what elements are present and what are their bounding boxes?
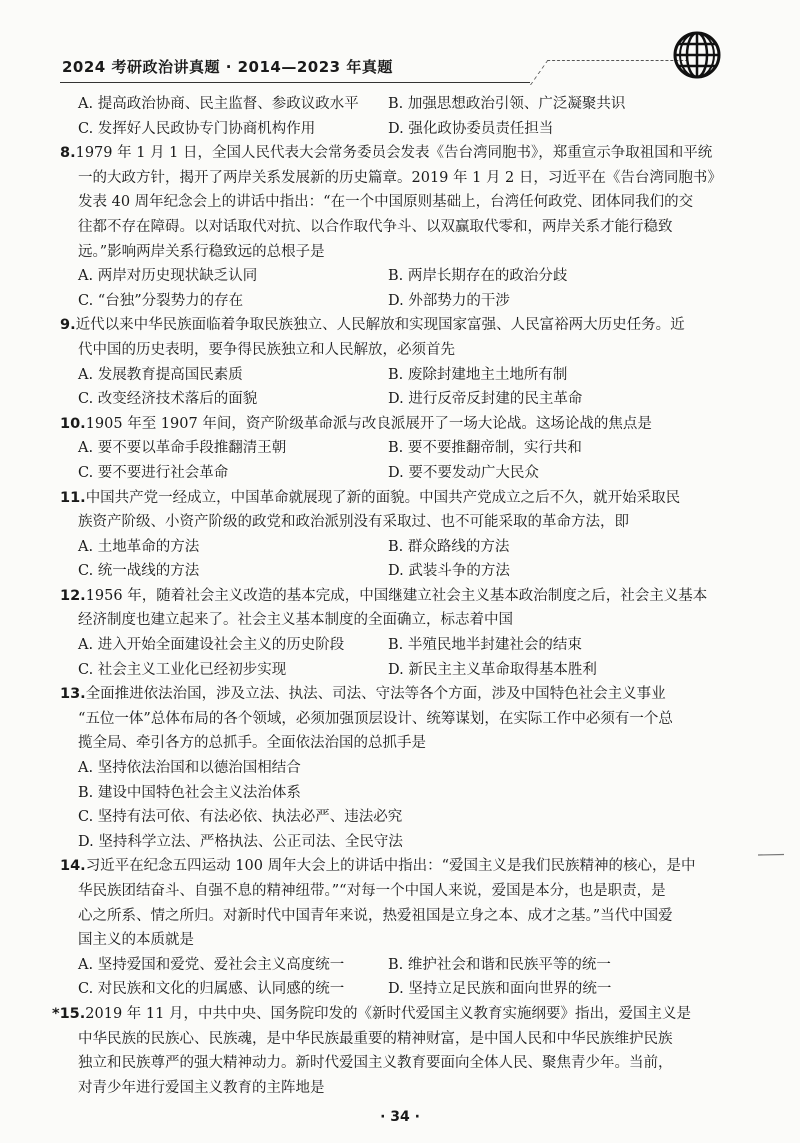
- option-row: [60, 289, 730, 314]
- option-d: D. 要不要发动广大民众: [388, 464, 539, 481]
- question-number: 13.: [60, 686, 86, 703]
- option-b: B. 维护社会和谐和民族平等的统一: [388, 956, 611, 973]
- option-row: [60, 264, 730, 289]
- option-row: [60, 633, 730, 658]
- question-15-line: [52, 1002, 730, 1027]
- option-c: C. 发挥好人民政协专门协商机构作用: [78, 120, 316, 137]
- option-c: C. 统一战线的方法: [78, 563, 200, 580]
- question-text: 往都不存在障碍。以对话取代对抗、以合作取代争斗、以双赢取代零和，两岸关系才能行稳致: [78, 218, 673, 235]
- question-text: 独立和民族尊严的强大精神动力。新时代爱国主义教育要面向全体人民、聚焦青少年。当前，: [78, 1055, 673, 1072]
- option-b: B. 废除封建地主土地所有制: [388, 366, 568, 383]
- option-row: [60, 387, 730, 412]
- option-row: [60, 363, 730, 388]
- question-text: 1956 年，随着社会主义改造的基本完成，中国继建立社会主义基本政治制度之后，社会主义基本: [85, 587, 708, 604]
- option-row: [60, 977, 730, 1002]
- header-rule: [60, 82, 530, 83]
- option-row: [60, 117, 730, 142]
- question-text: 远。”影响两岸关系行稳致远的总根子是: [78, 243, 325, 260]
- question-13-line: [60, 682, 730, 707]
- question-text: 华民族团结奋斗、自强不息的精神纽带。”“对每一个中国人来说，爱国是本分，也是职责，是: [78, 883, 666, 899]
- question-number: 14.: [60, 858, 86, 875]
- option-row: [60, 559, 730, 584]
- question-text: 习近平在纪念五四运动 100 周年大会上的讲话中指出：“爱国主义是我们民族精神的核心，是中: [85, 858, 696, 875]
- margin-scribble: [758, 853, 784, 857]
- option-d: D. 进行反帝反封建的民主革命: [388, 391, 583, 408]
- question-text: 经济制度也建立起来了。社会主义基本制度的全面确立，标志着中国: [78, 612, 513, 629]
- option-b: B. 加强思想政治引领、广泛凝聚共识: [388, 96, 626, 112]
- globe-icon: [672, 30, 722, 80]
- option-b: B. 建设中国特色社会主义法治体系: [78, 784, 301, 801]
- question-number: 8.: [60, 145, 76, 162]
- question-number: *15.: [52, 1005, 86, 1022]
- question-text: 发表 40 周年纪念会上的讲话中指出：“在一个中国原则基础上，台湾任何政党、团体同我们的交: [78, 194, 694, 211]
- page-number: · 34 ·: [380, 1109, 420, 1125]
- question-text: 对青少年进行爱国主义教育的主阵地是: [78, 1079, 325, 1096]
- option-d: D. 新民主主义革命取得基本胜利: [388, 661, 597, 678]
- header-dashed-ornament: [530, 60, 689, 85]
- question-12-line: [60, 584, 730, 609]
- option-row: [60, 436, 730, 461]
- option-d: D. 坚持科学立法、严格执法、公正司法、全民守法: [78, 833, 403, 850]
- question-text: 1979 年 1 月 1 日，全国人民代表大会常务委员会发表《告台湾同胞书》，郑重宣示争取祖国和平统: [75, 145, 713, 162]
- option-a: A. 发展教育提高国民素质: [78, 366, 243, 383]
- question-9-line: [60, 313, 730, 338]
- option-c: C. 改变经济技术落后的面貌: [78, 391, 258, 408]
- question-text: 中华民族的民族心、民族魂，是中华民族最重要的精神财富，是中国人民和中华民族维护民族: [78, 1030, 673, 1047]
- option-a: A. 坚持依法治国和以德治国相结合: [78, 760, 301, 777]
- option-d: D. 强化政协委员责任担当: [388, 120, 554, 137]
- question-text: 一的大政方针，揭开了两岸关系发展新的历史篇章。2019 年 1 月 2 日，习近平在《告台湾同胞书》: [78, 169, 722, 186]
- option-d: D. 坚持立足民族和面向世界的统一: [388, 981, 612, 998]
- option-c: C. 对民族和文化的归属感、认同感的统一: [78, 981, 345, 998]
- question-8-line: [60, 141, 730, 166]
- question-text: 心之所系、情之所归。对新时代中国青年来说，热爱祖国是立身之本、成才之基。”当代中国爱: [78, 907, 673, 924]
- option-a: A. 进入开始全面建设社会主义的历史阶段: [78, 637, 345, 654]
- question-text: “五位一体”总体布局的各个领域，必须加强顶层设计、统筹谋划，在实际工作中必须有一个总: [78, 710, 673, 727]
- question-number: 11.: [60, 489, 86, 506]
- question-text: 近代以来中华民族面临着争取民族独立、人民解放和实现国家富强、人民富裕两大历史任务。近: [75, 317, 685, 334]
- question-number: 12.: [60, 587, 86, 604]
- question-text: 国主义的本质就是: [78, 932, 194, 949]
- option-c: C. 社会主义工业化已经初步实现: [78, 661, 287, 678]
- question-text: 1905 年至 1907 年间，资产阶级革命派与改良派展开了一场大论战。这场论战的焦点是: [85, 415, 652, 432]
- question-11-line: [60, 486, 730, 511]
- question-10-line: [60, 412, 730, 437]
- option-b: B. 两岸长期存在的政治分歧: [388, 268, 568, 285]
- question-text: 全面推进依法治国，涉及立法、执法、司法、守法等各个方面，涉及中国特色社会主义事业: [85, 686, 666, 703]
- option-row: [60, 461, 730, 486]
- option-d: D. 武装斗争的方法: [388, 563, 510, 580]
- question-14-line: [60, 854, 730, 879]
- question-text: 族资产阶级、小资产阶级的政党和政治派别没有采取过、也不可能采取的革命方法，即: [78, 514, 629, 531]
- option-a: A. 两岸对历史现状缺乏认同: [78, 268, 258, 285]
- question-text: 2019 年 11 月，中共中央、国务院印发的《新时代爱国主义教育实施纲要》指出，爱国主义是: [85, 1005, 691, 1022]
- option-a: A. 坚持爱国和爱党、爱社会主义高度统一: [78, 956, 345, 973]
- question-list: [52, 92, 730, 1100]
- option-b: B. 半殖民地半封建社会的结束: [388, 637, 582, 654]
- question-text: 中国共产党一经成立，中国革命就展现了新的面貌。中国共产党成立之后不久，就开始采取民: [85, 489, 681, 506]
- option-row: [60, 92, 730, 117]
- option-a: A. 提高政治协商、民主监督、参政议政水平: [78, 96, 359, 112]
- question-text: 揽全局、牵引各方的总抓手。全面依法治国的总抓手是: [78, 735, 426, 752]
- question-number: 10.: [60, 415, 86, 432]
- option-a: A. 要不要以革命手段推翻清王朝: [78, 440, 287, 457]
- question-number: 9.: [60, 317, 76, 334]
- option-row: [60, 658, 730, 683]
- option-row: [60, 953, 730, 978]
- option-d: D. 外部势力的干涉: [388, 292, 510, 309]
- option-c: C. 坚持有法可依、有法必依、执法必严、违法必究: [78, 809, 403, 826]
- option-a: A. 土地革命的方法: [78, 538, 200, 555]
- question-text: 代中国的历史表明，要争得民族独立和人民解放，必须首先: [78, 341, 455, 358]
- page-header-title: 2024 考研政治讲真题 · 2014—2023 年真题: [62, 58, 393, 76]
- option-b: B. 要不要推翻帝制，实行共和: [388, 440, 582, 457]
- option-c: C. 要不要进行社会革命: [78, 464, 229, 481]
- option-c: C. “台独”分裂势力的存在: [78, 292, 244, 309]
- option-row: [60, 535, 730, 560]
- option-b: B. 群众路线的方法: [388, 538, 510, 555]
